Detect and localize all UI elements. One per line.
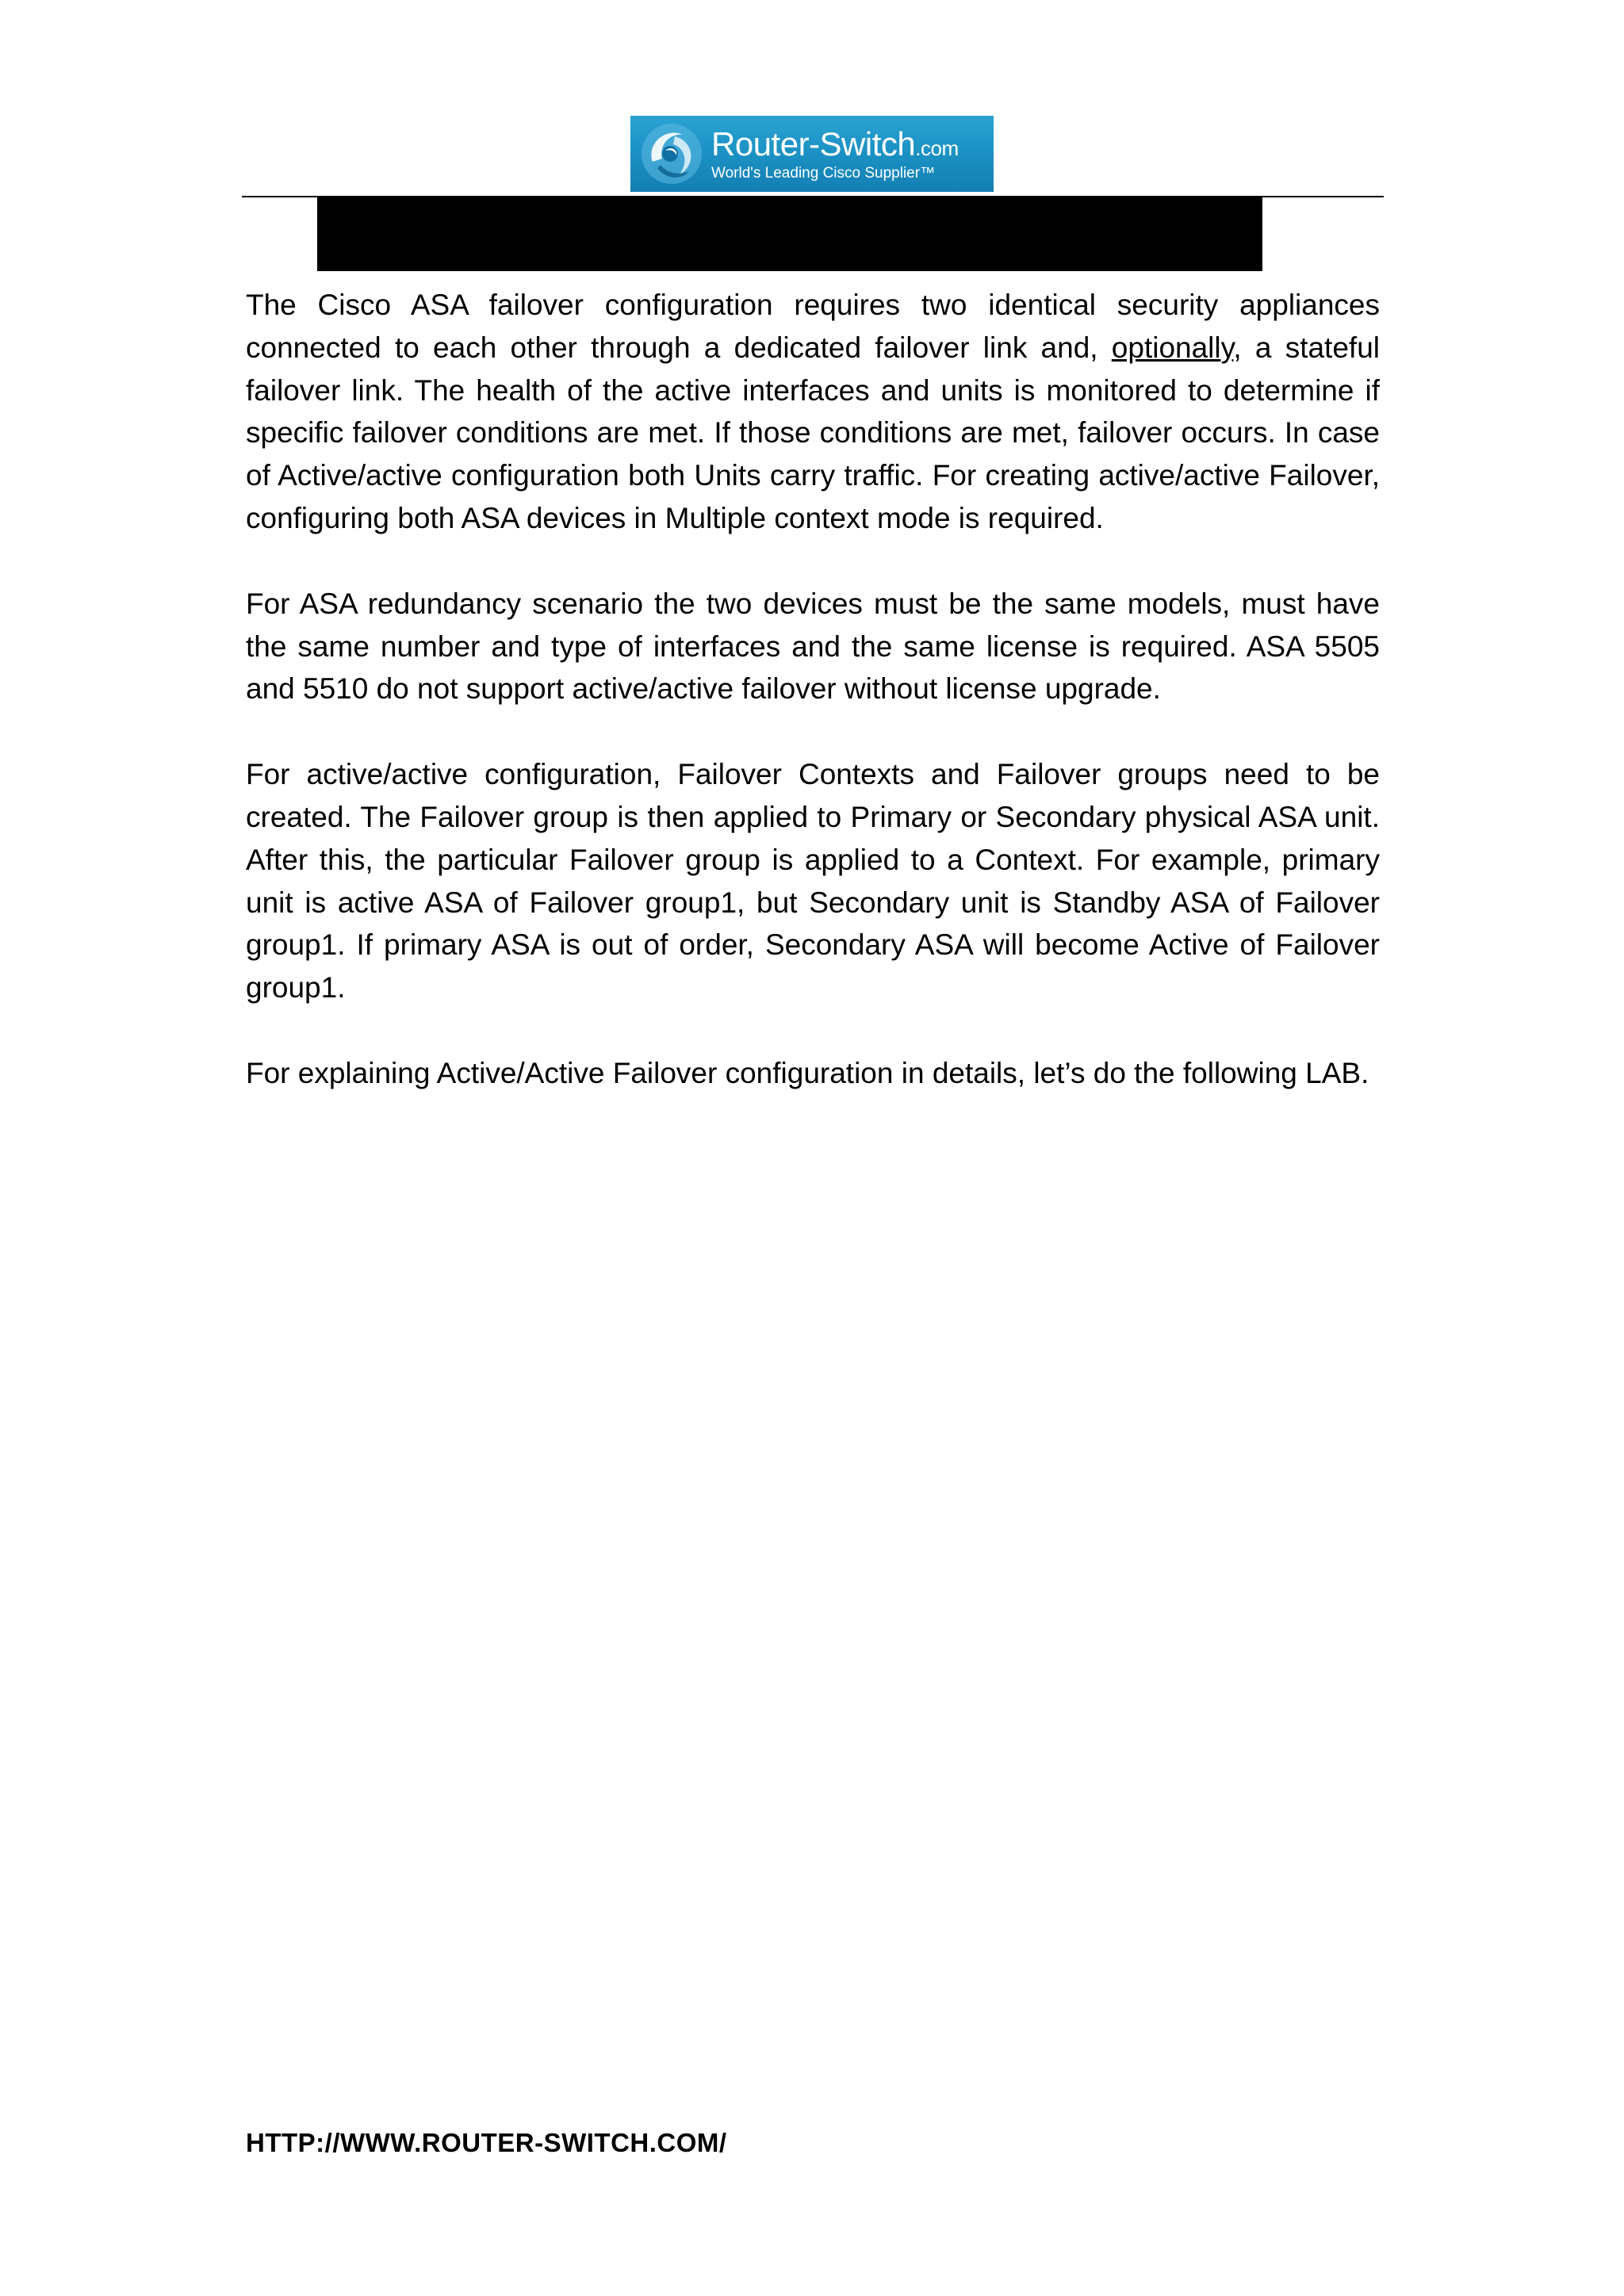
- router-switch-logo: [630, 116, 994, 192]
- paragraph-failover-overview: [246, 284, 1380, 540]
- paragraph-1-end: , a stateful failover link. The health of the active interfaces and units is monitored to determine if specific failover conditions are met. If those conditions are met, failover occurs. In case of Active/active configuration both Units carry traffic. For creating active/active Failover, configuring both ASA devices in Multiple context mode is required.: [246, 331, 1380, 534]
- logo-dotcom: .com: [915, 136, 959, 160]
- logo-brand: [711, 124, 959, 163]
- redacted-title-bar: [317, 197, 1262, 271]
- optionally-underlined: optionally: [1111, 331, 1234, 364]
- router-switch-logo-icon: [638, 121, 705, 187]
- paragraph-redundancy-requirements: For ASA redundancy scenario the two devices must be the same models, must have the same number and type of interfaces and the same license is required. ASA 5505 and 5510 do not support active/active failover without license upgrade.: [246, 587, 1380, 706]
- paragraph-lab-intro: For explaining Active/Active Failover configuration in details, let’s do the following LAB.: [246, 1056, 1369, 1089]
- paragraph-1-start: The Cisco ASA failover configuration requires two identical security appliances connected to each other through a dedicated failover link and,: [246, 289, 1380, 364]
- logo-tagline: World's Leading Cisco Supplier™: [711, 164, 936, 182]
- logo-text: [711, 124, 959, 182]
- document-body: [246, 284, 1380, 1138]
- logo-brand-name: Router-Switch: [711, 124, 916, 163]
- footer-url: HTTP://WWW.ROUTER-SWITCH.COM/: [246, 2128, 727, 2157]
- paragraph-failover-groups: For active/active configuration, Failover Contexts and Failover groups need to be created. The Failover group is then applied to Primary or Secondary physical ASA unit. After this, the particular Failover group is applied to a Context. For example, primary unit is active ASA of Failover group1, but Secondary unit is Standby ASA of Failover group1. If primary ASA is out of order, Secondary ASA will become Active of Failover group1.: [246, 758, 1380, 1004]
